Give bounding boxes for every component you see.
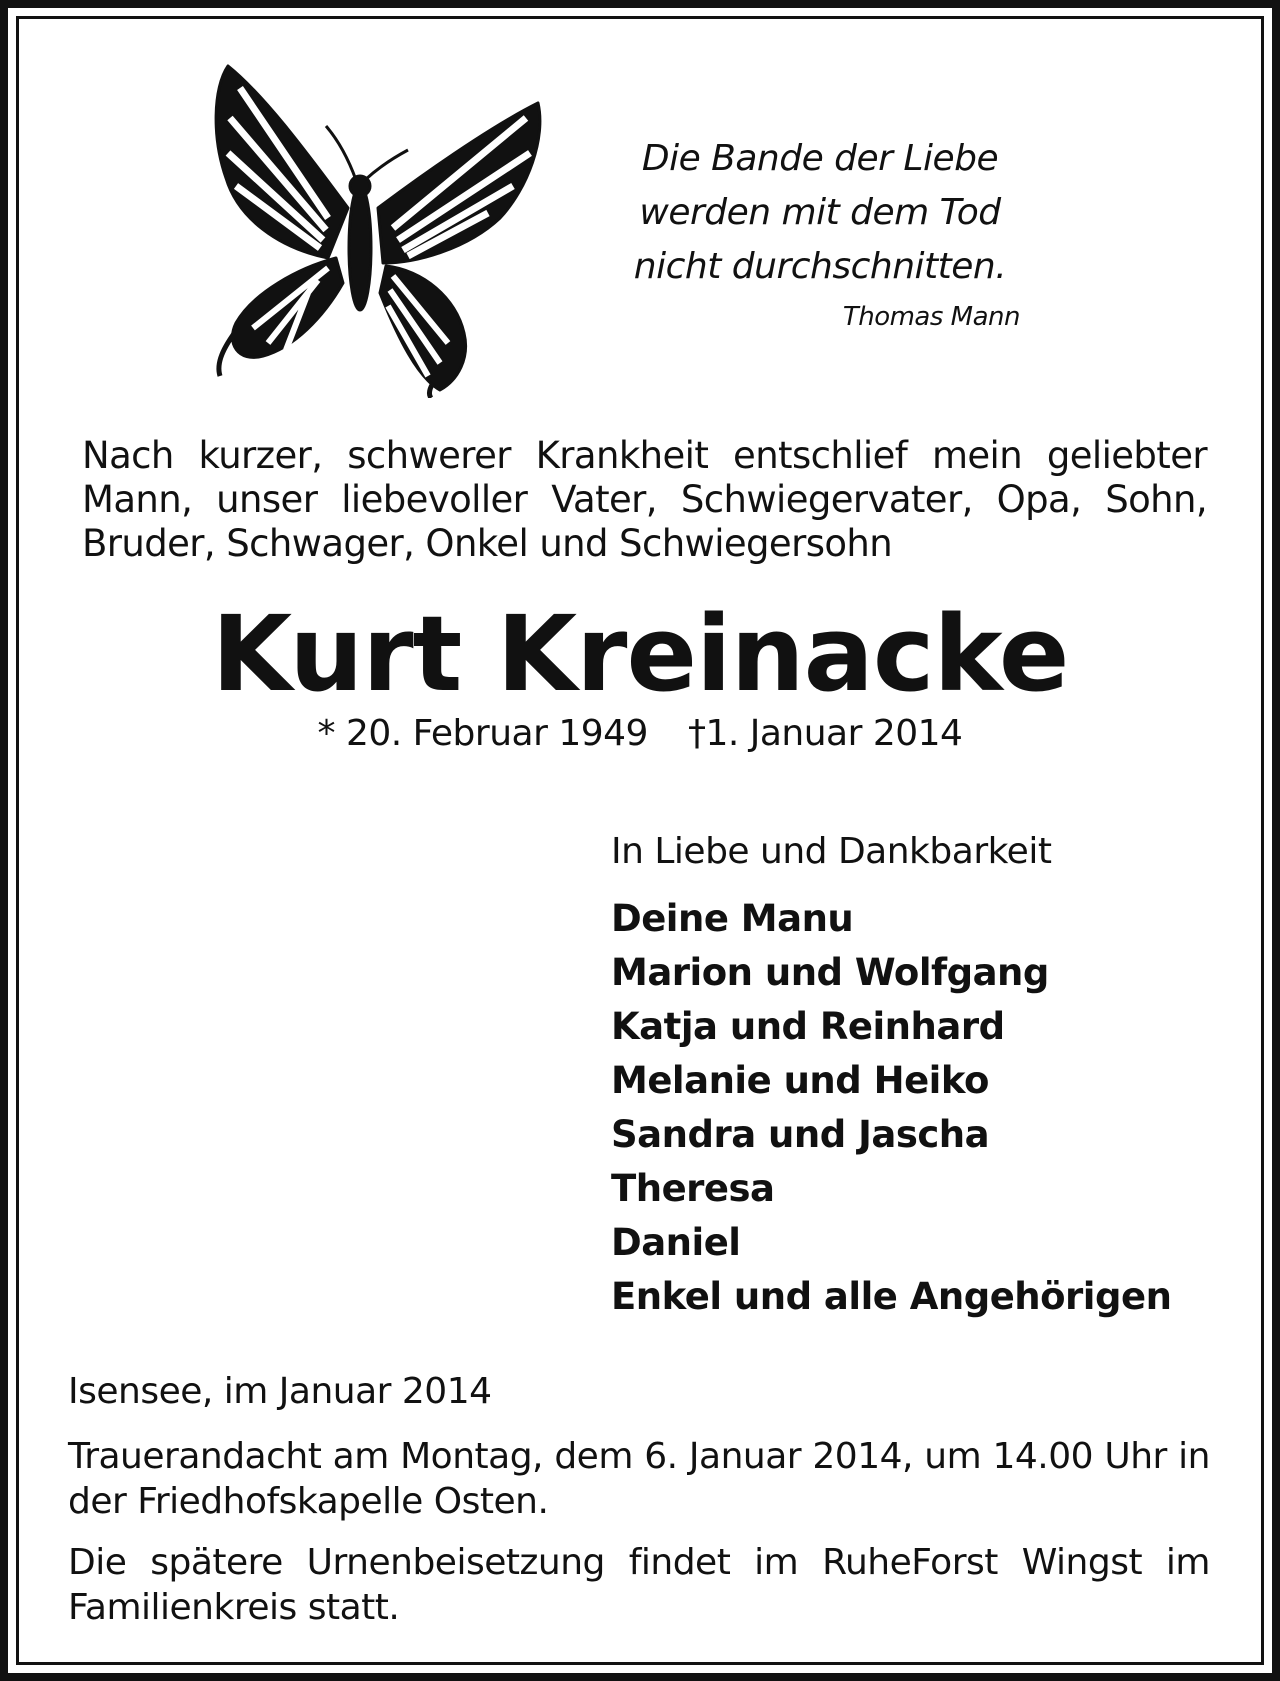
quote-author: Thomas Mann: [842, 302, 1020, 332]
mourners-list: [611, 892, 1171, 1324]
mourner-name: Katja und Reinhard: [611, 1005, 1005, 1048]
mourner-name: Theresa: [611, 1167, 775, 1210]
deceased-name: Kurt Kreinacke: [211, 593, 1069, 715]
intro-text: Nach kurzer, schwerer Krankheit entschlief mein geliebter Mann, unser liebevoller Vater, Schwiegervater, Opa, Sohn, Bruder, Schwager, Onkel und Schwiegersohn: [82, 434, 1207, 565]
quote-line: Die Bande der Liebe: [641, 138, 999, 179]
mourner-name: Daniel: [611, 1221, 741, 1264]
burial-notice: Die spätere Urnenbeisetzung findet im RuheForst Wingst im Familienkreis statt.: [68, 1542, 1210, 1628]
mourner-name: Sandra und Jascha: [611, 1113, 990, 1156]
butterfly-icon: [208, 58, 552, 398]
place-date: Isensee, im Januar 2014: [68, 1371, 492, 1412]
mourners-heading: In Liebe und Dankbarkeit: [611, 831, 1052, 872]
mourner-name: Enkel und alle Angehörigen: [611, 1275, 1172, 1318]
mourner-name: Melanie und Heiko: [611, 1059, 989, 1102]
quote-line: werden mit dem Tod: [639, 192, 1001, 233]
quote: [595, 132, 1045, 294]
mourner-name: Deine Manu: [611, 897, 854, 940]
mourner-name: Marion und Wolfgang: [611, 951, 1049, 994]
death-date: †1. Januar 2014: [687, 713, 963, 754]
birth-date: * 20. Februar 1949: [317, 713, 648, 754]
life-dates: [0, 712, 1280, 756]
quote-line: nicht durchschnitten.: [633, 246, 1007, 287]
service-notice: Trauerandacht am Montag, dem 6. Januar 2014, um 14.00 Uhr in der Friedhofskapelle Osten.: [68, 1436, 1210, 1522]
